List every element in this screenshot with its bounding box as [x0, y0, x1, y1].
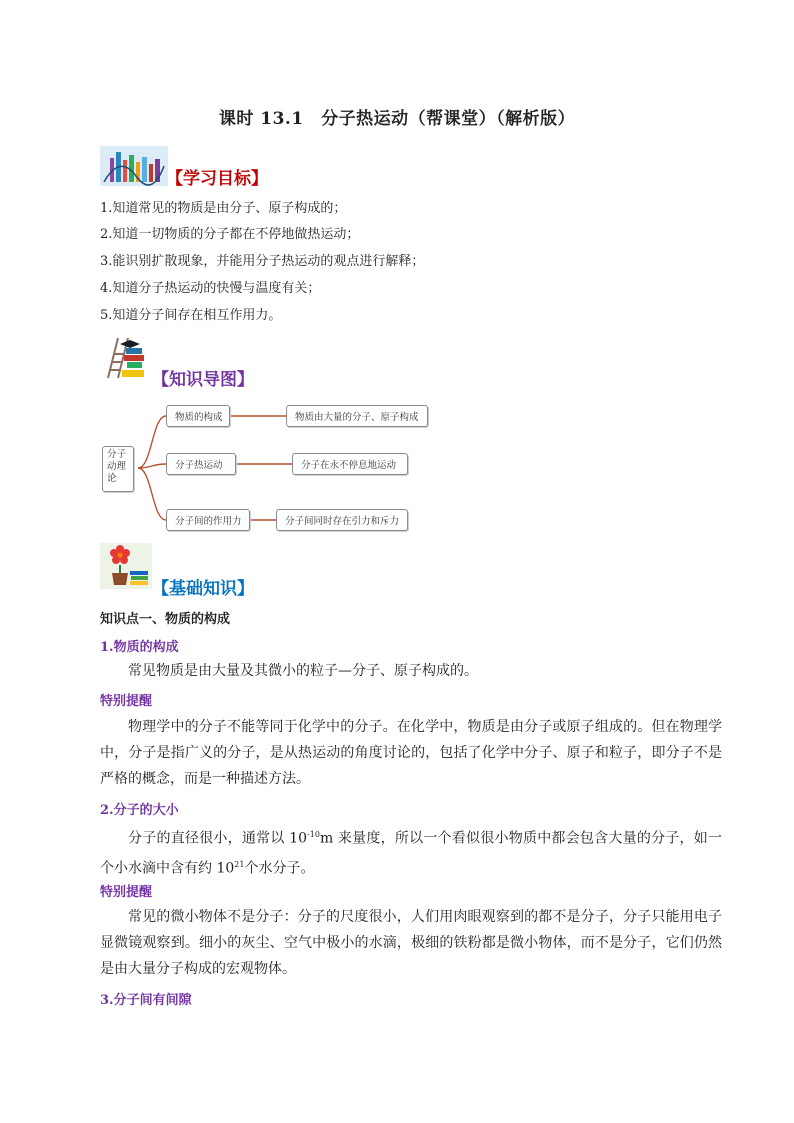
mindmap-root-node	[102, 446, 134, 492]
goal-item: 4.知道分子热运动的快慢与温度有关；	[100, 281, 321, 296]
subsection-title: 3.分子间有间隙	[100, 993, 192, 1008]
subsection-title: 2.分子的大小	[100, 803, 179, 818]
basics-section-label: 【基础知识】	[152, 579, 254, 599]
mindmap-node-structure: 物质的构成	[166, 405, 230, 427]
mindmap-node-thermal-motion: 分子热运动	[166, 453, 236, 475]
exponent: -10	[307, 830, 320, 839]
text-part: 个水分子。	[244, 860, 315, 877]
paragraph: 常见的微小物体不是分子：分子的尺度很小，人们用肉眼观察到的都不是分子，分子只能用电子显微镜观察到。细小的灰尘、空气中极小的水滴，极细的铁粉都是微小物体，而不是分子，它们仍然是由大量分子构成的宏观物体。	[100, 909, 722, 977]
goal-item: 5.知道分子间存在相互作用力。	[100, 308, 282, 323]
mindmap-section-label: 【知识导图】	[152, 370, 254, 390]
text-part: m 来量度，所以一个看似很小物质中都会包含大量的分子，如一个小水滴中含有约 10	[100, 830, 722, 877]
goal-item: 1.知道常见的物质是由分子、原子构成的；	[100, 201, 347, 216]
exponent: 21	[234, 859, 245, 869]
mindmap-node-forces: 分子间的作用力	[166, 509, 250, 531]
mindmap-diagram	[100, 402, 430, 532]
goals-section-icon	[100, 146, 168, 190]
paragraph: 常见物质是由大量及其微小的粒子—分子、原子构成的。	[128, 663, 478, 679]
knowledge-point-title: 知识点一、物质的构成	[100, 612, 231, 627]
text-part: 分子的直径很小，通常以 10	[128, 830, 308, 847]
paragraph: 物理学中的分子不能等同于化学中的分子。在化学中，物质是由分子或原子组成的。但在物理学中，分子是指广义的分子，是从热运动的角度讨论的，包括了化学中分子、原子和粒子，即分子不是严格的概念，而是一种描述方法。	[100, 719, 722, 787]
goal-item: 2.知道一切物质的分子都在不停地做热运动；	[100, 227, 360, 242]
basics-section-icon	[100, 543, 152, 593]
subsection-title: 1.物质的构成	[100, 640, 179, 655]
page-title: 课时 13.1 分子热运动（帮课堂）（解析版）	[218, 109, 576, 129]
paragraph-molecule-size	[100, 822, 722, 881]
mindmap-root-label: 分子动理论	[107, 449, 127, 484]
mindmap-detail-thermal-motion: 分子在永不停息地运动	[292, 453, 408, 475]
goal-item: 3.能识别扩散现象，并能用分子热运动的观点进行解释；	[100, 254, 425, 269]
note-label: 特别提醒	[100, 694, 153, 709]
mindmap-detail-structure: 物质由大量的分子、原子构成	[286, 405, 428, 427]
mindmap-detail-forces: 分子间同时存在引力和斥力	[276, 509, 408, 531]
note-label: 特别提醒	[100, 885, 153, 900]
mindmap-section-icon	[100, 336, 152, 384]
goals-section-label: 【学习目标】	[166, 169, 268, 189]
